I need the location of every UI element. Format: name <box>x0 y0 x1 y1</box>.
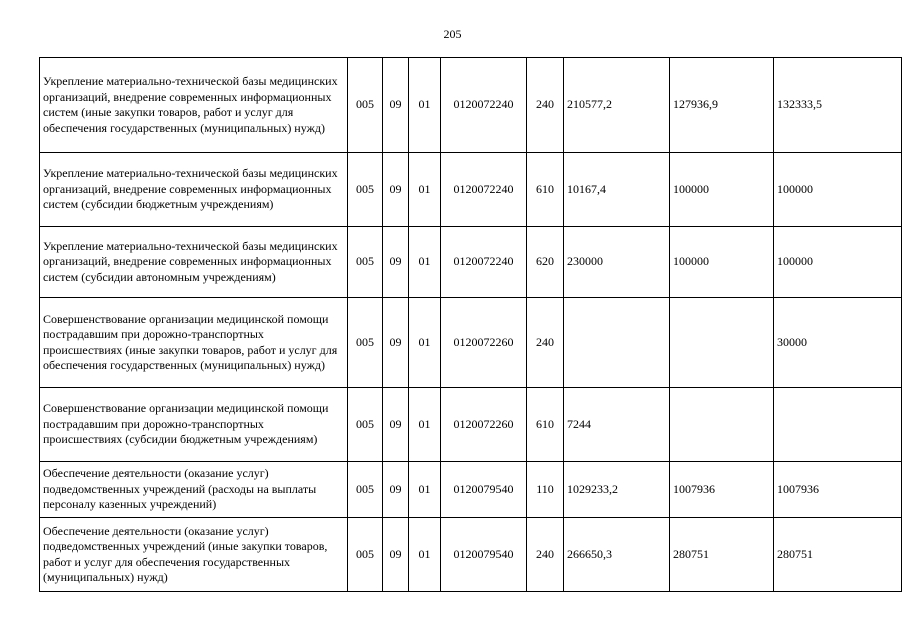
amount-year-1: 10167,4 <box>564 153 670 227</box>
amount-year-3: 280751 <box>774 518 902 592</box>
table-row <box>40 462 902 518</box>
table-row <box>40 388 902 462</box>
amount-year-3: 100000 <box>774 153 902 227</box>
table-row <box>40 518 902 592</box>
amount-year-2: 1007936 <box>670 462 774 518</box>
section-code: 09 <box>383 388 409 462</box>
amount-year-3: 1007936 <box>774 462 902 518</box>
expense-name: Обеспечение деятельности (оказание услуг) подведомственных учреждений (расходы на выплаты персоналу казенных учреждений) <box>40 462 348 518</box>
amount-year-1: 266650,3 <box>564 518 670 592</box>
ministry-code: 005 <box>348 227 383 298</box>
expense-type-code: 610 <box>527 153 564 227</box>
ministry-code: 005 <box>348 518 383 592</box>
subsection-code: 01 <box>409 298 441 388</box>
amount-year-2: 100000 <box>670 227 774 298</box>
amount-year-1: 210577,2 <box>564 58 670 153</box>
section-code: 09 <box>383 462 409 518</box>
amount-year-3: 100000 <box>774 227 902 298</box>
section-code: 09 <box>383 298 409 388</box>
expense-type-code: 610 <box>527 388 564 462</box>
amount-year-2: 127936,9 <box>670 58 774 153</box>
amount-year-2 <box>670 298 774 388</box>
ministry-code: 005 <box>348 58 383 153</box>
table-row <box>40 153 902 227</box>
amount-year-3 <box>774 388 902 462</box>
subsection-code: 01 <box>409 388 441 462</box>
section-code: 09 <box>383 153 409 227</box>
amount-year-3: 30000 <box>774 298 902 388</box>
subsection-code: 01 <box>409 58 441 153</box>
section-code: 09 <box>383 227 409 298</box>
section-code: 09 <box>383 518 409 592</box>
page-number: 205 <box>443 27 462 41</box>
subsection-code: 01 <box>409 227 441 298</box>
budget-table <box>39 57 902 592</box>
table-row <box>40 227 902 298</box>
target-article-code: 0120079540 <box>441 462 527 518</box>
ministry-code: 005 <box>348 462 383 518</box>
expense-type-code: 240 <box>527 298 564 388</box>
amount-year-2 <box>670 388 774 462</box>
expense-name: Обеспечение деятельности (оказание услуг) подведомственных учреждений (иные закупки товаров, работ и услуг для обеспечения государственных (муниципальных) нужд) <box>40 518 348 592</box>
target-article-code: 0120072260 <box>441 388 527 462</box>
amount-year-2: 280751 <box>670 518 774 592</box>
amount-year-1: 230000 <box>564 227 670 298</box>
amount-year-1: 1029233,2 <box>564 462 670 518</box>
expense-name: Укрепление материально-технической базы медицинских организаций, внедрение современных информационных систем (иные закупки товаров, работ и услуг для обеспечения государственных (муниципальных) нужд) <box>40 58 348 153</box>
ministry-code: 005 <box>348 298 383 388</box>
subsection-code: 01 <box>409 153 441 227</box>
target-article-code: 0120072240 <box>441 153 527 227</box>
target-article-code: 0120072240 <box>441 227 527 298</box>
expense-type-code: 620 <box>527 227 564 298</box>
expense-type-code: 110 <box>527 462 564 518</box>
section-code: 09 <box>383 58 409 153</box>
expense-name: Совершенствование организации медицинской помощи пострадавшим при дорожно-транспортных происшествиях (иные закупки товаров, работ и услуг для обеспечения государственных (муниципальных) нужд) <box>40 298 348 388</box>
expense-name: Укрепление материально-технической базы медицинских организаций, внедрение современных информационных систем (субсидии бюджетным учреждениям) <box>40 153 348 227</box>
subsection-code: 01 <box>409 462 441 518</box>
amount-year-3: 132333,5 <box>774 58 902 153</box>
subsection-code: 01 <box>409 518 441 592</box>
amount-year-1: 7244 <box>564 388 670 462</box>
expense-type-code: 240 <box>527 518 564 592</box>
expense-type-code: 240 <box>527 58 564 153</box>
target-article-code: 0120072260 <box>441 298 527 388</box>
ministry-code: 005 <box>348 153 383 227</box>
expense-name: Укрепление материально-технической базы медицинских организаций, внедрение современных информационных систем (субсидии автономным учреждениям) <box>40 227 348 298</box>
table-row <box>40 58 902 153</box>
target-article-code: 0120079540 <box>441 518 527 592</box>
amount-year-2: 100000 <box>670 153 774 227</box>
table-row <box>40 298 902 388</box>
amount-year-1 <box>564 298 670 388</box>
expense-name: Совершенствование организации медицинской помощи пострадавшим при дорожно-транспортных происшествиях (субсидии бюджетным учреждениям) <box>40 388 348 462</box>
ministry-code: 005 <box>348 388 383 462</box>
target-article-code: 0120072240 <box>441 58 527 153</box>
